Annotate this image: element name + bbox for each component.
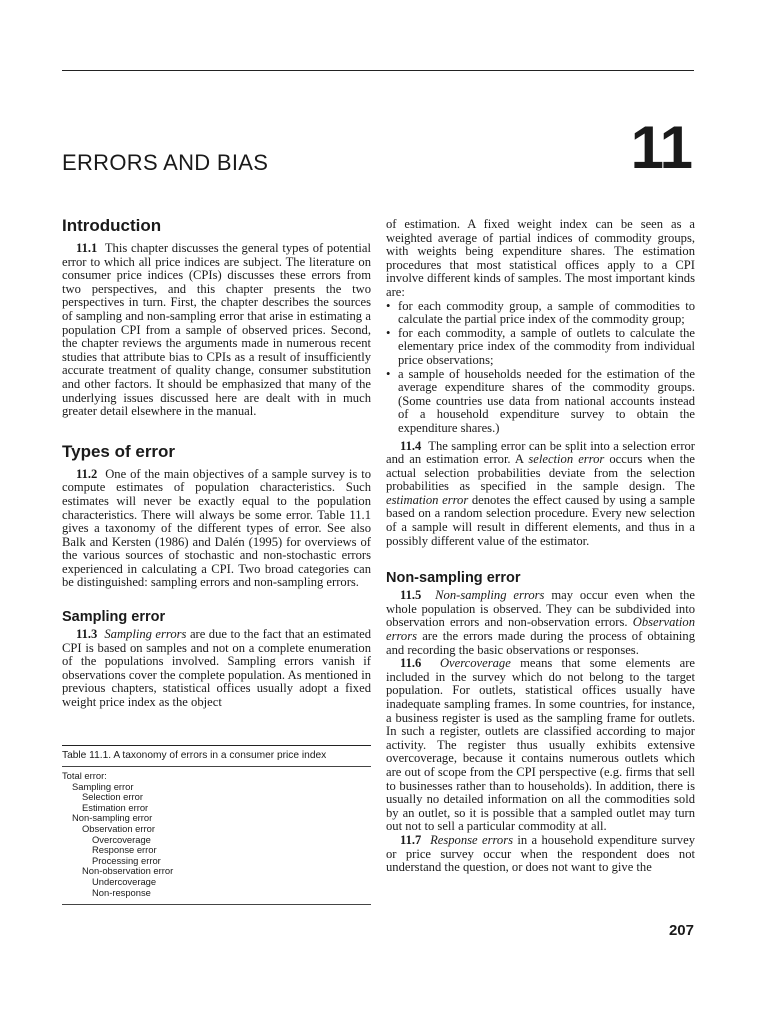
paragraph-text: means that some elements are included in the survey which do not belong to the target population. For outlets, statistical offices usually have inadequate sampling frames. In some countries, for instance, a business register is used as the sampling frame for outlets. In such a register, outlets are classified according to major activity. The register thus usually exhibits extensive overcoverage, because it contains numerous outlets which are out of scope from the CPI perspective (e.g. firms that sell to businesses rather than to households). In addition, there is usually no detailed information on all the commodities sold by an outlet, so it is possible that a sampled outlet may turn out not to sell a particular commodity at all.: [386, 656, 696, 834]
emphasis: estimation error: [386, 492, 469, 507]
emphasis: Observation errors: [386, 615, 695, 644]
introduction-heading: Introduction: [62, 216, 162, 235]
types-of-error-heading: Types of error: [62, 441, 176, 461]
paragraph-text: One of the main objectives of a sample survey is to compute estimates of population characteristics. Such estimates will never be exactly equal to the population characteristics. There will always be some error. Table 11.1 gives a taxonomy of the different types of error. See also Balk and Kersten (1986) and Dalén (1995) for overviews of the various sources of stochastic and non-stochastic errors experienced in calculating a CPI. Two broad categories can be distinguished: sampling errors and non-sampling errors.: [62, 466, 372, 590]
paragraph-number: 11.3: [76, 627, 98, 642]
paragraph-text: may occur even when the whole population is observed. They can be subdivided into observation errors and non-observation errors.: [386, 588, 696, 630]
table-row: Estimation error: [82, 801, 149, 813]
paragraph-text: The sampling error can be split into a selection error and an estimation error. A: [386, 438, 696, 467]
list-item: • a sample of households needed for the estimation of the average expenditure shares of the commodity groups. (Some countries use data from national accounts instead of a household expenditure survey to obtain the expenditure shares.): [386, 368, 695, 436]
paragraph-11-5: [386, 589, 695, 657]
paragraph-number: 11.2: [76, 466, 98, 481]
paragraph-number: 11.7: [400, 832, 422, 847]
paragraph-number: 11.5: [400, 588, 422, 603]
emphasis: Non-sampling errors: [435, 588, 545, 603]
top-rule: [62, 70, 694, 71]
table-row: Non-sampling error: [72, 812, 153, 824]
paragraph-11-7: [386, 834, 695, 875]
paragraph-11-3: [62, 628, 371, 710]
table-row: Non-response: [92, 886, 151, 898]
paragraph-text: occurs when the actual selection probabilities deviate from the selection probabilities as specified in the sample design. The: [386, 452, 695, 494]
sample-kinds-list: [386, 300, 695, 436]
paragraph-11-1: [62, 242, 371, 419]
paragraph-number: 11.4: [400, 438, 422, 453]
emphasis: Overcoverage: [439, 656, 511, 671]
table-row: Processing error: [92, 854, 161, 866]
left-column: [62, 214, 371, 710]
continued-paragraph: of estimation. A fixed weight index can be seen as a weighted average of partial indices of commodity groups, with weights being expenditure shares. The estimation procedures that most statistical offices apply to a CPI involve different kinds of samples. The most important kinds are:: [386, 217, 695, 299]
paragraph-11-2: [62, 468, 371, 590]
table-body: [62, 767, 371, 904]
taxonomy-table: [62, 745, 371, 905]
table-row: Overcoverage: [92, 833, 151, 845]
paragraph-11-4: [386, 440, 695, 549]
chapter-title: ERRORS AND BIAS: [62, 150, 269, 175]
paragraph-number: 11.1: [76, 241, 98, 255]
table-row: Observation error: [82, 822, 155, 834]
table-row: Response error: [92, 844, 157, 856]
right-column: [386, 218, 695, 875]
table-row: Total error:: [62, 770, 107, 781]
chapter-number: 11: [630, 114, 692, 181]
emphasis: Response errors: [430, 832, 514, 847]
emphasis: selection error: [528, 452, 605, 467]
list-item: • for each commodity group, a sample of commodities to calculate the partial price index of the commodity group;: [386, 300, 695, 327]
paragraph-number: 11.6: [400, 656, 422, 671]
sampling-error-heading: Sampling error: [62, 609, 166, 626]
paragraph-text: denotes the effect caused by using a sample based on a random selection procedure. Every new selection of a sample will result in different elements, and thus in a possibly different value of the estimator.: [386, 492, 695, 548]
table-row: Undercoverage: [92, 875, 157, 887]
list-item: • for each commodity, a sample of outlets to calculate the elementary price index of the commodity from individual price observations;: [386, 327, 695, 368]
table-caption: Table 11.1. A taxonomy of errors in a consumer price index: [62, 750, 327, 761]
page-number: 207: [668, 922, 694, 939]
paragraph-text: This chapter discusses the general types of potential error to which all price indices are subject. The literature on consumer price indices (CPIs) discusses these errors from two perspectives, and this chapter presents the two perspectives in turn. First, the chapter describes the sources of sampling and non-sampling error that arise in estimating a population CPI from a sample of observed prices. Second, the chapter reviews the arguments made in numerous recent studies that attribute bias to CPIs as a result of insufficiently accurate treatment of quality change, consumer substitution and other factors. It should be emphasized that many of the underlying issues discussed here are dealt with in much greater detail elsewhere in the manual.: [62, 241, 371, 419]
paragraph-11-6: [386, 657, 695, 834]
emphasis: Sampling errors: [104, 627, 187, 642]
paragraph-text: are due to the fact that an estimated CPI is based on samples and not on a complete enumeration of the populations involved. Sampling errors vanish if observations cover the complete population. As mentioned in previous chapters, statistical offices usually adopt a fixed weight price index as the object: [62, 627, 372, 710]
table-row: Non-observation error: [82, 865, 174, 877]
table-row: Selection error: [82, 791, 143, 803]
non-sampling-error-heading: Non-sampling error: [386, 570, 521, 587]
table-bottom-rule: [62, 904, 371, 905]
table-row: Sampling error: [72, 780, 134, 792]
paragraph-text: are the errors made during the process of obtaining and recording the basic observations or responses.: [386, 629, 695, 657]
paragraph-text: in a household expenditure survey or price survey occur when the respondent does not understand the question, or does not want to give the: [386, 832, 695, 875]
